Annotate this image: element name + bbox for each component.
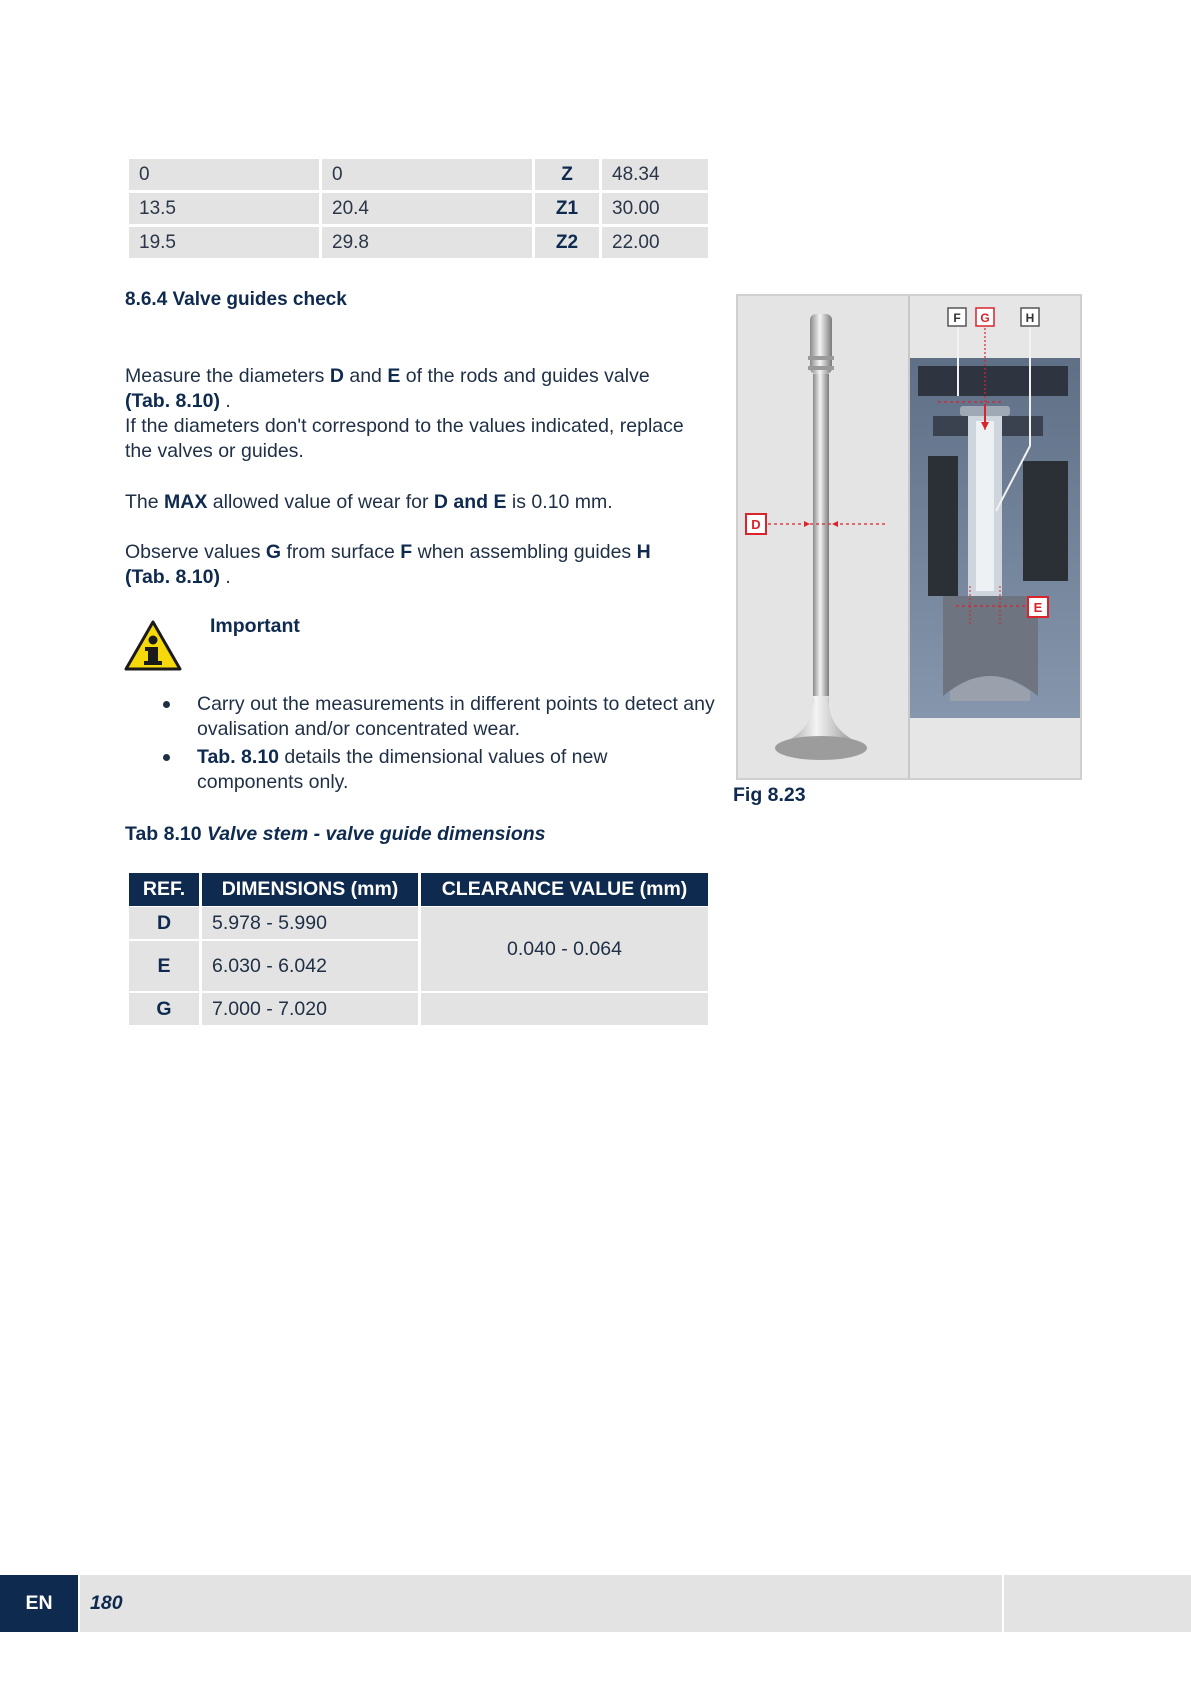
important-label: Important	[210, 615, 300, 637]
table-row	[129, 907, 708, 941]
table-reference: (Tab. 8.10)	[125, 390, 220, 412]
table-row	[129, 993, 708, 1027]
valve-illustration	[738, 296, 1080, 778]
list-item	[160, 692, 715, 742]
table-row	[129, 193, 708, 227]
text: Carry out the measurements in different points to detect any ovalisation and/or concentrated wear.	[197, 693, 715, 740]
column-header: REF.	[129, 873, 199, 907]
list-item	[160, 745, 715, 795]
table-cell: 48.34	[602, 159, 708, 193]
label-e: E	[1033, 600, 1043, 615]
table-cell: Z2	[535, 227, 599, 261]
text: Observe values	[125, 541, 266, 563]
paragraph-max-wear	[125, 490, 715, 515]
emphasis: D and E	[433, 491, 507, 513]
warning-info-icon	[124, 620, 182, 672]
text: The	[125, 491, 165, 513]
footer-language: EN	[0, 1575, 78, 1632]
valve-dimension-table	[126, 873, 711, 1027]
table-row	[129, 159, 708, 193]
label-g: G	[980, 311, 990, 325]
table-cell: 0	[129, 159, 319, 193]
table-cell: G	[129, 993, 199, 1027]
label-h: H	[1025, 311, 1035, 325]
table-cell: 30.00	[602, 193, 708, 227]
text: of the rods and guides valve	[400, 365, 650, 387]
figure-caption: Fig 8.23	[733, 784, 806, 806]
table-header-row	[129, 873, 708, 907]
paragraph-observe	[125, 540, 715, 590]
ref-letter: E	[387, 365, 401, 387]
text: If the diameters don't correspond to the values indicated, replace the valves or guides.	[125, 415, 684, 462]
text: is 0.10 mm.	[506, 491, 613, 513]
text: .	[220, 390, 231, 412]
table-cell: 20.4	[322, 193, 532, 227]
clearance-cell: 0.040 - 0.064	[421, 907, 708, 993]
footer-bar	[80, 1575, 1002, 1632]
cylinder-head-cutaway	[910, 358, 1080, 718]
table-cell	[421, 993, 708, 1027]
column-header: CLEARANCE VALUE (mm)	[421, 873, 708, 907]
valve-figure	[736, 294, 1082, 780]
label-d: D	[751, 517, 761, 532]
text: when assembling guides	[412, 541, 637, 563]
page-number: 180	[90, 1592, 123, 1614]
section-title: 8.6.4 Valve guides check	[125, 289, 347, 310]
footer-right-block	[1004, 1575, 1191, 1632]
text: Measure the diameters	[125, 365, 330, 387]
text: from surface	[281, 541, 401, 563]
table-cell: E	[129, 941, 199, 993]
text: and	[343, 365, 388, 387]
table-cell: 5.978 - 5.990	[202, 907, 418, 941]
important-list	[160, 692, 715, 798]
table-caption	[125, 823, 546, 846]
table-row	[129, 227, 708, 261]
caption-prefix: Tab 8.10	[125, 823, 208, 845]
table-cell: 0	[322, 159, 532, 193]
table-cell: 19.5	[129, 227, 319, 261]
caption-title: Valve stem - valve guide dimensions	[207, 823, 546, 845]
table-reference: (Tab. 8.10)	[125, 566, 220, 588]
text: allowed value of wear for	[207, 491, 434, 513]
table-cell: 29.8	[322, 227, 532, 261]
paragraph-measure	[125, 364, 715, 464]
table-cell: 6.030 - 6.042	[202, 941, 418, 993]
emphasis: MAX	[164, 491, 208, 513]
table-cell: 7.000 - 7.020	[202, 993, 418, 1027]
ref-letter: F	[400, 541, 413, 563]
table-cell: D	[129, 907, 199, 941]
text: details the dimensional values of new components only.	[197, 746, 608, 793]
table-cell: Z	[535, 159, 599, 193]
text: .	[220, 566, 231, 588]
ref-letter: H	[636, 541, 651, 563]
table-cell: 22.00	[602, 227, 708, 261]
column-header: DIMENSIONS (mm)	[202, 873, 418, 907]
table-reference: Tab. 8.10	[197, 746, 280, 768]
ref-letter: D	[329, 365, 344, 387]
top-dimension-table	[126, 159, 711, 261]
table-cell: 13.5	[129, 193, 319, 227]
label-f: F	[953, 311, 961, 325]
ref-letter: G	[265, 541, 282, 563]
table-cell: Z1	[535, 193, 599, 227]
